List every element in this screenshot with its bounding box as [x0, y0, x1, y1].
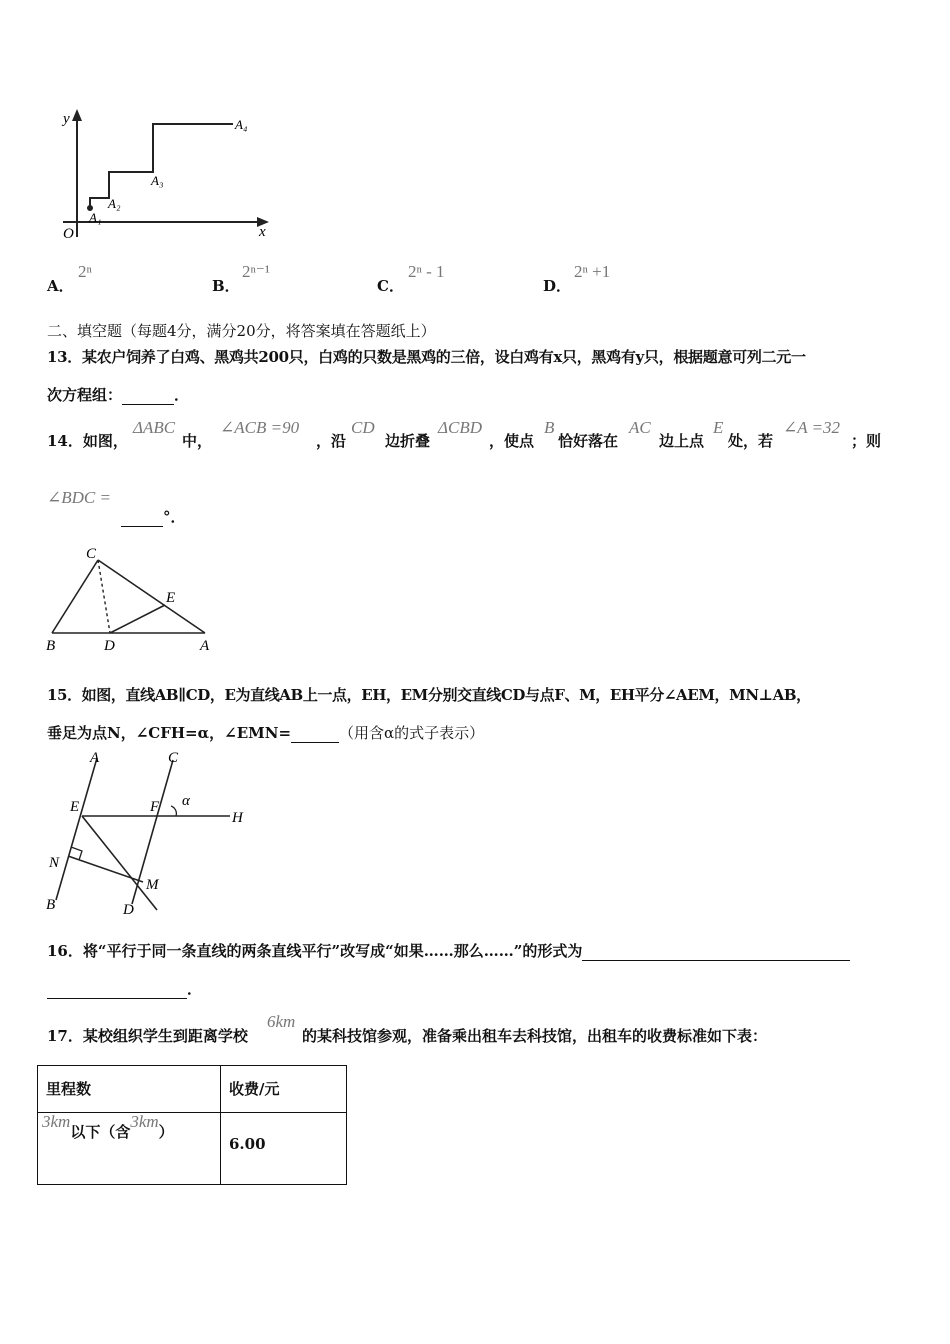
q14-answer-line — [121, 506, 186, 527]
table-header-row — [38, 1066, 347, 1113]
cell-text-below: 以下（含 — [70, 1123, 131, 1141]
q16-answer-blank-1[interactable] — [582, 942, 850, 961]
q14-text-2: 中， — [182, 432, 213, 450]
label-e: E — [166, 590, 176, 606]
table-row — [38, 1113, 347, 1185]
q16-tail: ． — [187, 980, 203, 998]
q15-line2-text: 垂足为点N，∠CFH=α，∠EMN= — [47, 724, 292, 742]
label-a: A — [200, 638, 210, 654]
q13-period: ． — [174, 386, 190, 404]
q13-line2 — [47, 384, 189, 405]
q15-parallel-lines-figure — [40, 748, 255, 920]
label-n: N — [49, 855, 60, 871]
q15-line2-tail: （用含α的式子表示） — [339, 724, 485, 742]
label-c: C — [168, 750, 179, 766]
q14-text-5: ，使点 — [489, 432, 535, 450]
cell-fee: 6.00 — [221, 1113, 347, 1185]
q15-line2 — [47, 722, 484, 743]
segment-cd-dashed — [98, 560, 110, 633]
q13-answer-blank[interactable] — [122, 386, 174, 405]
label-e: E — [70, 799, 80, 815]
option-c-letter: C． — [377, 277, 404, 295]
label-f: F — [150, 799, 160, 815]
segment-em — [82, 816, 157, 910]
q17-text-2: 的某科技馆参观，准备乘出租车去科技馆，出租车的收费标准如下表： — [302, 1027, 768, 1045]
q14-degree-tail: °． — [163, 508, 186, 526]
cell-math-3km-incl: 3km — [130, 1112, 159, 1131]
option-b-letter: B． — [212, 277, 240, 295]
origin-label: O — [63, 226, 74, 242]
header-mileage: 里程数 — [38, 1066, 221, 1113]
label-m: M — [146, 877, 159, 893]
q14-math-ac: AC — [629, 418, 651, 437]
x-axis-label: x — [259, 224, 266, 240]
q14-math-e: E — [713, 418, 724, 437]
segment-ca — [98, 560, 205, 633]
option-b-expr: 2ⁿ⁻¹ — [242, 262, 270, 281]
q14-text-9: ；则 — [851, 432, 882, 450]
label-a2: A₂ — [108, 196, 121, 211]
label-alpha: α — [182, 793, 190, 809]
q13-line2-text: 次方程组： — [47, 386, 123, 404]
alpha-arc — [171, 806, 176, 816]
q14-text-1: 14．如图， — [47, 432, 128, 450]
q14-text-4: 边折叠 — [385, 432, 431, 450]
label-a3: A₃ — [151, 173, 164, 188]
label-b: B — [46, 638, 56, 654]
y-axis-label: y — [63, 111, 70, 127]
option-d-letter: D． — [543, 277, 572, 295]
q16-line1 — [47, 940, 850, 961]
q15-answer-blank[interactable] — [291, 724, 339, 743]
q14-math-cbd: ΔCBD — [438, 418, 482, 437]
q14-math-angle-bdc: ∠BDC = — [47, 488, 111, 507]
y-axis-arrow — [72, 109, 82, 121]
q14-math-angle-acb: ∠ACB =90 — [220, 418, 300, 437]
section-heading: 二、填空题（每题4分，满分20分，将答案填在答题纸上） — [47, 322, 436, 340]
label-d: D — [123, 902, 134, 918]
q13-line1: 13．某农户饲养了白鸡、黑鸡共200只，白鸡的只数是黑鸡的三倍，设白鸡有x只，黑鸡有y只，根据题意可列二元一 — [47, 348, 806, 366]
cell-mileage — [38, 1113, 221, 1185]
q16-line2 — [47, 978, 202, 999]
label-c: C — [86, 546, 97, 562]
segment-cb — [52, 560, 98, 633]
label-a: A — [90, 750, 100, 766]
q15-line1: 15．如图，直线AB∥CD，E为直线AB上一点，EH，EM分别交直线CD与点F、M，EH平分∠AEM，MN⊥AB， — [47, 686, 811, 704]
q17-text-1: 17．某校组织学生到距离学校 — [47, 1027, 248, 1045]
option-d-expr: 2ⁿ +1 — [574, 262, 611, 281]
option-a-expr: 2ⁿ — [78, 262, 92, 281]
cell-math-3km: 3km — [42, 1112, 71, 1131]
option-a-letter: A． — [47, 277, 74, 295]
q14-text-3: ，沿 — [316, 432, 347, 450]
q14-math-cd: CD — [351, 418, 375, 437]
q16-answer-blank-2[interactable] — [47, 980, 187, 999]
q14-text-7: 边上点 — [659, 432, 705, 450]
q14-math-b: B — [544, 418, 555, 437]
q14-triangle-figure — [40, 542, 220, 657]
q14-text-8: 处，若 — [728, 432, 774, 450]
q14-math-angle-a: ∠A =32 — [783, 418, 841, 437]
label-a1: A₁ — [89, 210, 102, 225]
q17-math-distance: 6km — [267, 1012, 296, 1031]
label-a4: A₄ — [235, 117, 248, 132]
segment-de — [110, 605, 165, 633]
label-d: D — [104, 638, 115, 654]
q14-text-6: 恰好落在 — [558, 432, 619, 450]
q14-answer-blank[interactable] — [121, 508, 163, 527]
option-c-expr: 2ⁿ - 1 — [408, 262, 445, 281]
q12-staircase-figure — [55, 105, 295, 245]
fare-table — [37, 1065, 347, 1185]
cell-text-close: ） — [158, 1123, 174, 1141]
q16-text: 16．将“平行于同一条直线的两条直线平行”改写成“如果……那么……”的形式为 — [47, 942, 583, 960]
q14-math-abc: ΔABC — [133, 418, 176, 437]
line-ab — [56, 758, 97, 900]
label-h: H — [232, 810, 243, 826]
header-fee: 收费/元 — [221, 1066, 347, 1113]
label-b: B — [46, 897, 56, 913]
